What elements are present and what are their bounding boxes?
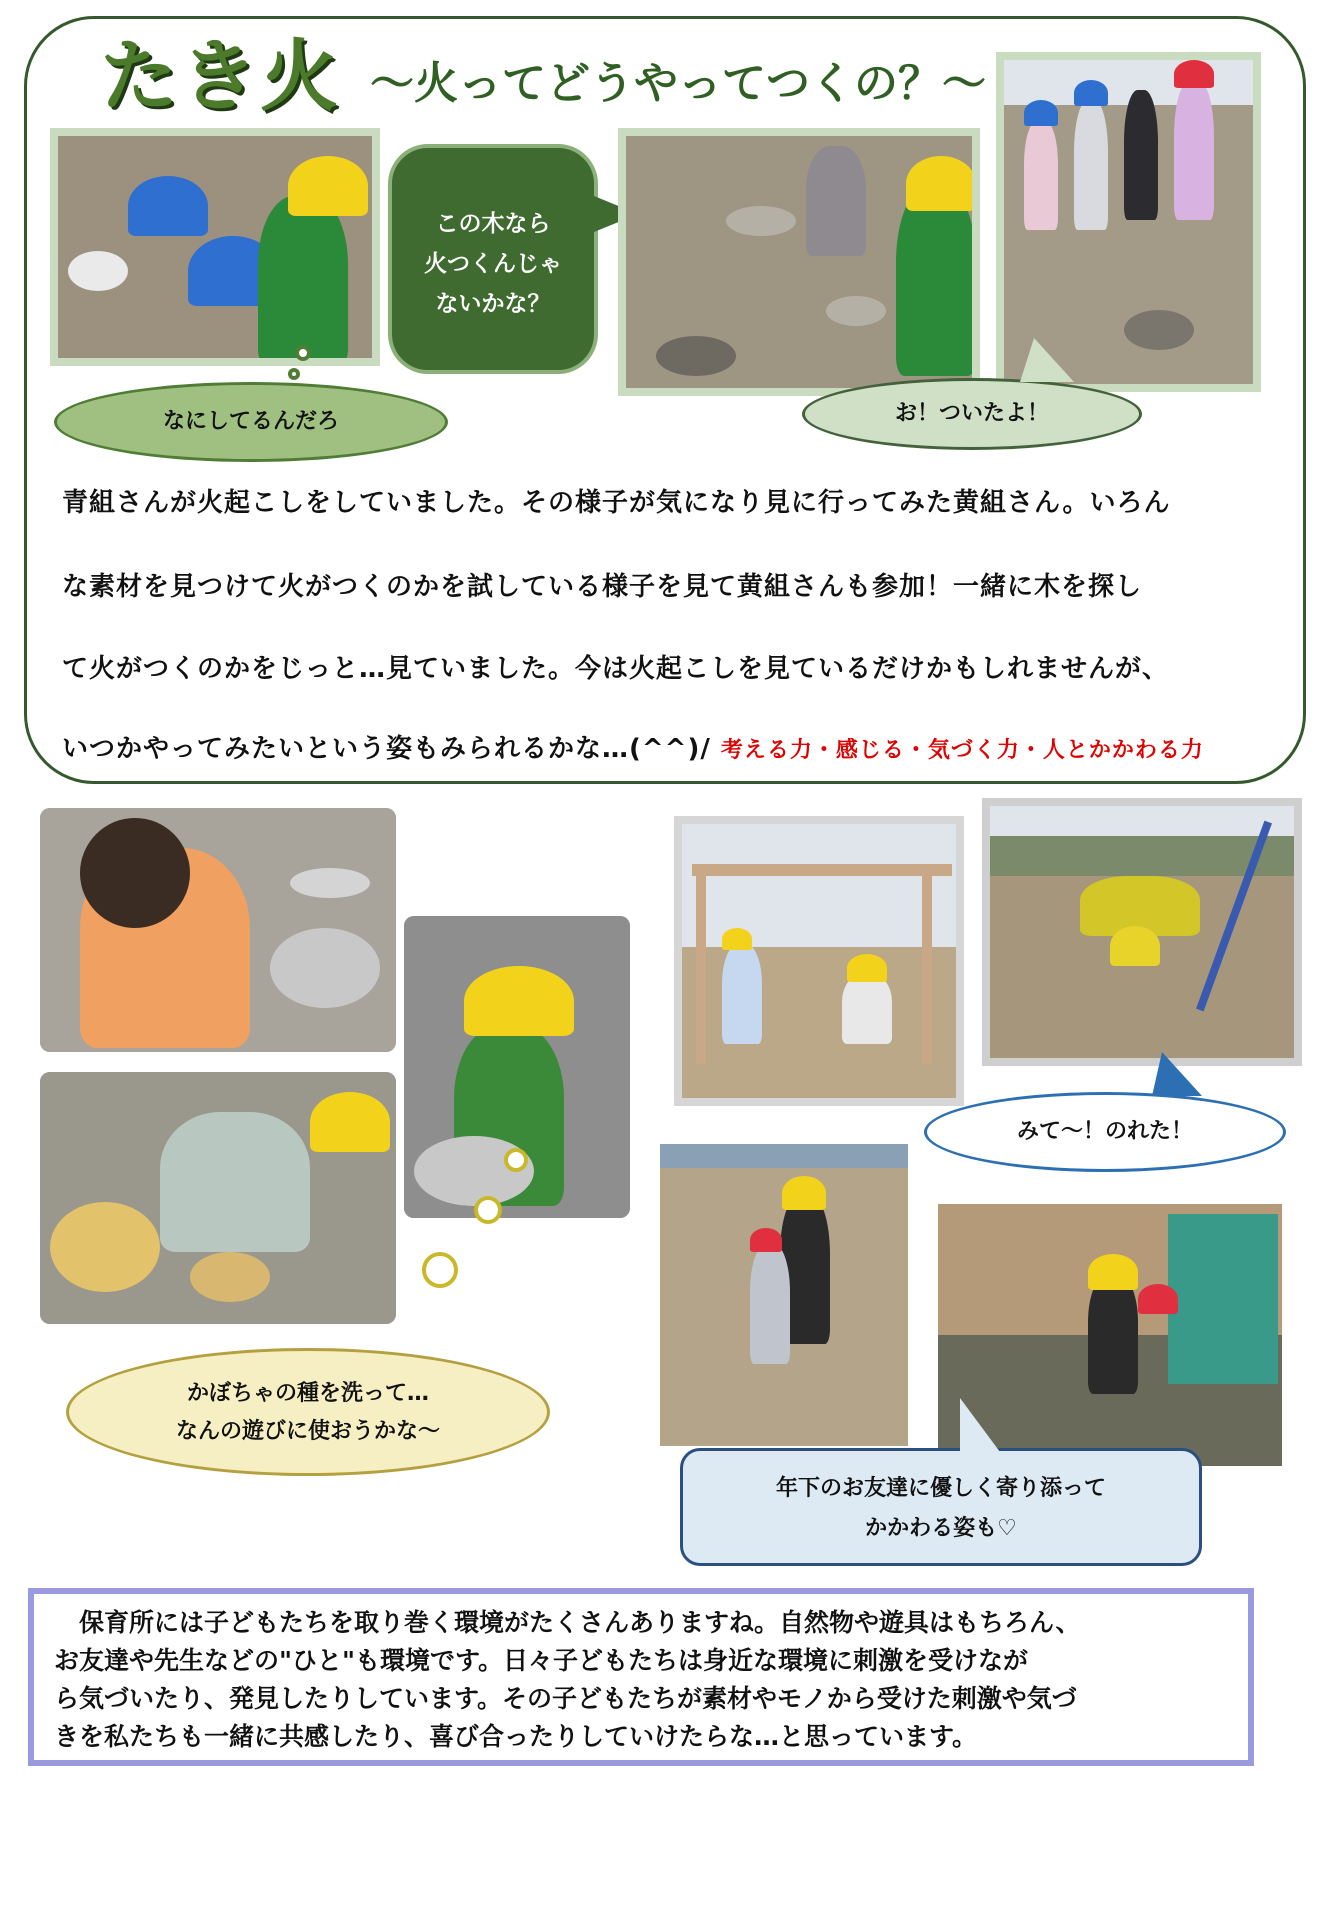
thought-dot-smaller [288,368,300,380]
thought-dot-small [295,345,311,361]
photo-boy-on-swing [982,798,1302,1066]
younger-line-2: かかわる姿も♡ [865,1516,1017,1541]
skills-label: 考える力・感じる・気づく力・人とかかわる力 [720,738,1204,763]
caption-box-younger-friends [680,1448,1202,1566]
section1-line-4-text: いつかやってみたいという姿もみられるかな…(^^)/ [62,734,711,764]
speech-oval-rode-it: みて～！のれた！ [924,1092,1286,1172]
section1-line-3: て火がつくのかをじっと…見ていました。今は火起こしを見ているだけかもしれませんが、 [62,654,1170,684]
speech-line-3: ないかな？ [435,291,551,317]
photo-swings [674,816,964,1106]
pumpkin-line-2: なんの遊びに使おうかな～ [175,1419,440,1444]
summary-line-1: 保育所には子どもたちを取り巻く環境がたくさんありますね。自然物や遊具はもちろん、 [54,1608,1081,1637]
photo-fire-pit [618,128,980,396]
summary-line-4: きを私たちも一緒に共感したり、喜び合ったりしていけたらな…と思っています。 [54,1722,978,1751]
thought-dot-large [504,1148,528,1172]
speech-line-2: 火つくんじゃ [424,251,562,277]
summary-line-3: ら気づいたり、発見したりしています。その子どもたちが素材やモノから受けた刺激や気づ [54,1684,1077,1713]
summary-line-2: お友達や先生などの"ひと"も環境です。日々子どもたちは身近な環境に刺激を受けなが [54,1646,1029,1675]
thought-cloud-what-doing: なにしてるんだろ [54,382,448,462]
thought-cloud-pumpkin-seeds [66,1348,550,1476]
speech-line-1: この木なら [435,211,551,237]
caption-box-tail [960,1398,1000,1452]
section1-line-2: な素材を見つけて火がつくのかを試している様子を見て黄組さんも参加！一緒に木を探し [62,572,1143,602]
thought-dot-medium [474,1196,502,1224]
section1-line-4 [62,728,1204,765]
photo-children-pot [50,128,380,366]
thought-dot-big [422,1252,458,1288]
photo-girl-walking [660,1144,908,1446]
page-subtitle: ～火ってどうやってつくの？～ [370,58,986,109]
younger-line-1: 年下のお友達に優しく寄り添って [775,1476,1106,1501]
pumpkin-line-1: かぼちゃの種を洗って… [186,1381,429,1406]
page-title: たき火 [100,32,341,122]
speech-oval-lit: お！ついたよ！ [802,378,1142,450]
photo-boy-faucet [404,916,630,1218]
speech-oval-blue-tail [1152,1052,1202,1096]
summary-box [28,1588,1254,1766]
photo-kids-seeds-bowls [40,1072,396,1324]
speech-bubble-this-wood [388,144,598,374]
photo-washing-seeds [40,808,396,1052]
section1-line-1: 青組さんが火起こしをしていました。その様子が気になり見に行ってみた黄組さん。いろん [62,488,1171,518]
speech-oval-tail [1020,338,1074,382]
